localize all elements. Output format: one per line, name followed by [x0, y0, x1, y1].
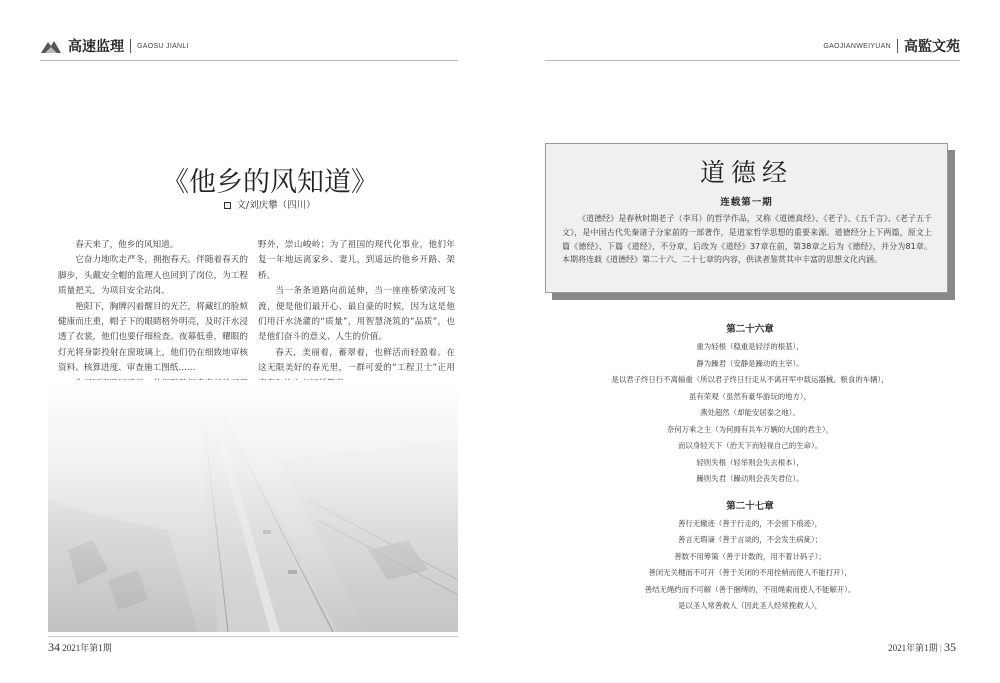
- header-divider: [130, 39, 131, 53]
- issue-label: 2021年第1期: [62, 643, 112, 653]
- header-title-cn: 高速监理: [68, 39, 124, 55]
- verse: 静为躁君（安静是躁动的主宰）。: [696, 358, 804, 368]
- sidebar-text: [562, 212, 932, 267]
- issue-label: 2021年第1期: [888, 643, 938, 653]
- chapter-title: 第二十七章: [726, 500, 774, 512]
- photo-illustration: [48, 380, 458, 632]
- header-left: [40, 36, 189, 56]
- verse: 善结无绳约而不可解（善于捆缚的，不用绳索而使人不能解开）。: [644, 584, 856, 594]
- page-number: 34: [48, 640, 60, 654]
- paragraph: 野外，崇山峻岭；为了祖国的现代化事业，他们年复一年地远离家乡、妻儿，到遥远的他乡开路、架桥。: [258, 240, 455, 281]
- sidebar-title: 道德经: [699, 158, 793, 187]
- verse: 奈何万乘之主（为何拥有兵车万辆的大国的君主），: [666, 424, 834, 434]
- verse: 是以圣人常善救人（因此圣人经常挽救人），: [677, 601, 823, 610]
- header-title-en: GAOSU JIANLI: [137, 42, 189, 50]
- article-byline: [170, 197, 370, 211]
- paragraph: 春天，美丽着，蓄翠着，也鲜活而轻盈着。在这无限美好的春光里，一群可爱的“工程卫士”正用: [258, 347, 455, 374]
- header-right-title-cn: 高監文苑: [904, 39, 960, 55]
- footer-right: 2021年第1期 | 35: [888, 640, 956, 654]
- verse: 虽有荣观（虽然有豪华游玩的地方），: [689, 391, 811, 401]
- verse: 而以身轻天下（治天下而轻视自己的生命）。: [677, 441, 823, 450]
- verse: 躁则失君（躁动则会丧失君位）。: [696, 474, 804, 483]
- verse: 重为轻根（稳重是轻浮的根基），: [696, 342, 804, 351]
- header-rule-left: [40, 60, 458, 61]
- paragraph: 春天来了，他乡的风知道。: [75, 240, 179, 250]
- logo-icon: [40, 38, 62, 54]
- verse: 善行无辙迹（善于行走的，不会留下痕迹），: [677, 518, 823, 528]
- highway-fog-photo: [48, 380, 458, 632]
- sidebar-paragraph: 《道德经》是春秋时期老子（李耳）的哲学作品，又称《道德真经》、《老子》、《五千言》、《老子五千文》，是中国古代先秦诸子分家前的一部著作，是道家哲学思想的重要来源。道德经分上下两篇，原文上篇《德经》、下篇《道经》，不分章，后改为《道经》37章在前，第38章之后为《德经》，并分为81章。本期将连载《道德经》第二十六、二十七章的内容，供读者鉴赏其中丰富的思想文化内涵。: [562, 214, 932, 265]
- article-title: 《他乡的风知道》: [162, 167, 378, 198]
- footer-rule-left: [48, 636, 458, 637]
- paragraph: 它奋力地吹走严冬，拥抱春天。伴随着春天的脚步，头戴安全帽的监理人也回到了岗位，为工程质量把关，为项目安全站岗。: [58, 255, 248, 297]
- header-rule-right: [545, 60, 960, 61]
- verse: 善闭无关楗而不可开（善于关闭的不用拴梢而使人不能打开），: [648, 568, 852, 577]
- verse: 是以君子终日行不离辎重（所以君子终日行走从不离开军中载运器械、粮食的车辆），: [611, 375, 889, 384]
- footer-left: [48, 640, 112, 655]
- paragraph: 当一条条道路向前延伸，当一座座桥梁凌河飞渡，便是他们最开心、最自豪的时候，因为这是他们用汗水浇灌的“质量”，用智慧浇筑的“品质”，也是他们奋斗的意义、人生的价值。: [258, 286, 455, 343]
- verse: 善数不用筹策（善于计数的，用不着计码子）；: [674, 551, 826, 561]
- checkbox-square-icon: [224, 202, 231, 209]
- verse: 燕处超然（却能安居泰之地）。: [700, 408, 800, 417]
- header-right-divider: [897, 39, 898, 53]
- paragraph: 艳阳下，胸牌闪着醒目的光芒，将藏红的脸颊健康而庄重，帽子下的眼睛格外明亮，及时汗水浸透了衣裳，他们也要仔细检查。夜幕低垂，耀眼的灯光将身影投射在窗玻璃上，他们仍在细致地审核资料、核算进度、审查施工图纸……: [58, 301, 248, 374]
- header-right: [823, 36, 960, 56]
- header-right-title-en: GAOJIANWEIYUAN: [823, 42, 891, 50]
- page-number: 35: [944, 640, 956, 654]
- article-column-2: [258, 238, 455, 392]
- chapter-title: 第二十六章: [726, 324, 774, 335]
- verse: 轻则失根（轻举则会失去根本），: [696, 457, 804, 467]
- verse: 善言无瑕谪（善于言谈的，不会发生病疵）；: [677, 535, 823, 544]
- sidebar-subtitle: 连载第一期: [720, 197, 773, 208]
- byline-text: 文/刘庆攀（四川）: [236, 200, 316, 211]
